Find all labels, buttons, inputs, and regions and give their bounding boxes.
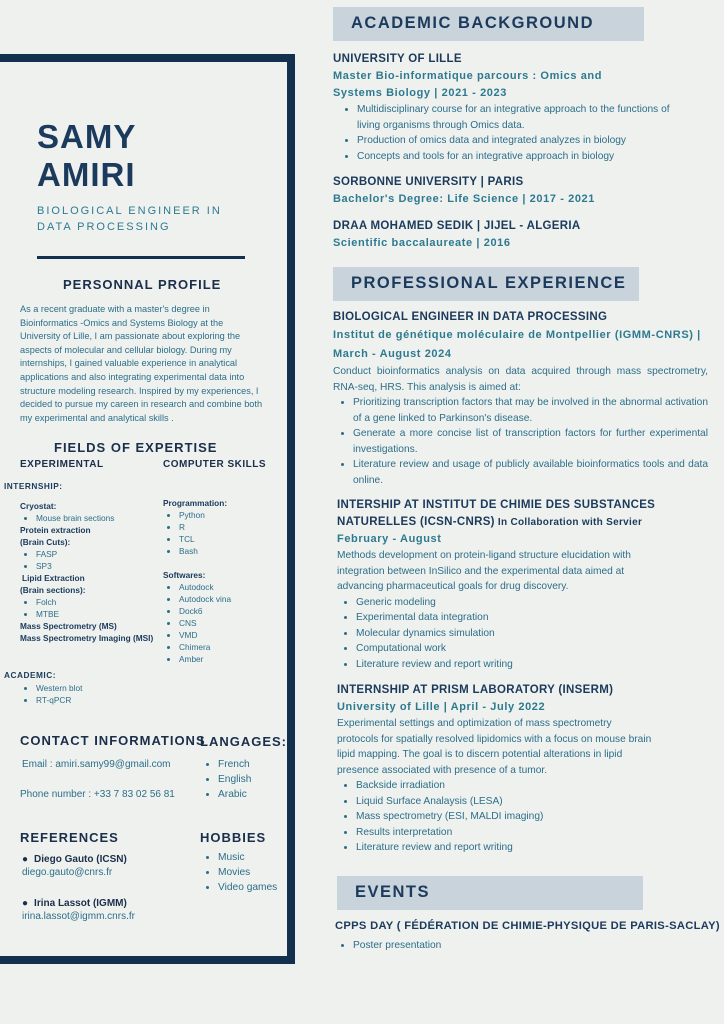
draa-name: DRAA MOHAMED SEDIK | JIJEL - ALGERIA (333, 220, 581, 232)
list-item: • VMD (179, 629, 283, 641)
job2-desc: Methods development on protein-ligand structure elucidation with integration between InSilico and the experimental data aimed at advancing pharmaceutical goals for drug discovery. (337, 550, 631, 592)
experience-job2 (337, 497, 667, 672)
list-item: • Generic modeling (356, 595, 667, 611)
list-item: • Dock6 (179, 605, 283, 617)
bullet-icon: ● (22, 854, 29, 865)
first-name: SAMY (37, 118, 137, 155)
software-items (163, 581, 283, 665)
job-title-line1: BIOLOGICAL ENGINEER IN (37, 205, 222, 217)
references-heading: REFERENCES (20, 830, 119, 845)
list-item: • Poster presentation (353, 938, 720, 954)
list-item: • Multidisciplinary course for an integrative approach to the functions of living organisms through Omics data. (357, 102, 673, 133)
lille-degree: Master Bio-informatique parcours : Omics and (333, 70, 603, 82)
lipid-items (20, 596, 160, 620)
cryostat-label: Cryostat: (20, 501, 57, 511)
job3-org: University of Lille | April - July 2022 (337, 701, 546, 713)
list-item: • Mass spectrometry (ESI, MALDI imaging) (356, 809, 652, 825)
profile-heading: PERSONNAL PROFILE (63, 277, 222, 292)
ms-label: Mass Spectrometry (MS) (20, 621, 117, 631)
lille-degree-2: Systems Biology | 2021 - 2023 (333, 87, 507, 99)
phone-text[interactable]: Phone number : +33 7 83 02 56 81 (20, 789, 175, 800)
expertise-heading: FIELDS OF EXPERTISE (54, 440, 218, 455)
list-item: • Backside irradiation (356, 778, 652, 794)
event1-items (335, 938, 720, 954)
reference-2 (22, 898, 135, 922)
list-item: • SP3 (36, 560, 160, 572)
job2-collab: In Collaboration with Servier (494, 517, 643, 528)
lille-items (333, 102, 673, 164)
experience-heading-bar (333, 267, 639, 301)
computer-skills-list (163, 497, 283, 665)
list-item: • Amber (179, 653, 283, 665)
list-item: • English (218, 772, 251, 787)
list-item: • Western blot (36, 682, 82, 694)
programming-label: Programmation: (163, 498, 228, 508)
last-name: AMIRI (37, 156, 136, 193)
list-item: • Autodock (179, 581, 283, 593)
list-item: • Music (218, 850, 277, 865)
job1-org: Institut de génétique moléculaire de Montpellier (IGMM-CNRS) | (333, 329, 701, 341)
protein-label: Protein extraction (20, 525, 91, 535)
profile-text: As a recent graduate with a master's degree in Bioinformatics -Omics and Systems Biology at the University of Lille, I am passionate about exploring the aspects of molecular and cellular biology. During my internships, I gained valuable experience in analytical applications and also integrating experimental data into structure modeling research. Inspired by my experiences, I decided to pursue my careen in research and combine both my experimental and analytical skills . (20, 304, 263, 423)
experience-heading: PROFESSIONAL EXPERIENCE (351, 274, 627, 292)
job2-title-2: NATURELLES (ICSN-CNRS) (337, 516, 495, 528)
job1-desc: Conduct bioinformatics analysis on data acquired through mass spectrometry, RNA-seq, HRS. This analysis is aimed at: (333, 366, 708, 393)
reference-name: Diego Gauto (ICSN) (34, 854, 127, 865)
bullet-icon: ● (22, 898, 29, 909)
job1-title: BIOLOGICAL ENGINEER IN DATA PROCESSING (333, 311, 608, 323)
list-item: • Mouse brain sections (36, 512, 160, 524)
experimental-list (20, 500, 160, 644)
list-item: • Bash (179, 545, 283, 557)
job1-items (333, 395, 708, 488)
internship-label: INTERNSHIP: (4, 481, 63, 491)
list-item: • Liquid Surface Analaysis (LESA) (356, 794, 652, 810)
list-item: • RT-qPCR (36, 694, 82, 706)
job2-title: INTERSHIP AT INSTITUT DE CHIMIE DES SUBSTANCES (337, 499, 656, 511)
hobbies-list (200, 850, 277, 895)
languages-heading: LANGAGES: (200, 734, 287, 749)
academic-label: ACADEMIC: (4, 670, 56, 680)
lipid-label: Lipid Extraction (22, 573, 85, 583)
lille-name: UNIVERSITY OF LILLE (333, 53, 462, 65)
software-label: Softwares: (163, 570, 206, 580)
events-heading: EVENTS (355, 883, 431, 901)
job2-date: February - August (337, 533, 442, 545)
list-item: • Python (179, 509, 283, 521)
list-item: • FASP (36, 548, 160, 560)
list-item: • R (179, 521, 283, 533)
hobbies-heading: HOBBIES (200, 830, 267, 845)
academic-heading-bar (333, 7, 644, 41)
protein-label-2: (Brain Cuts): (20, 537, 71, 547)
programming-items (163, 509, 283, 557)
list-item: • TCL (179, 533, 283, 545)
list-item: • Generate a more concise list of transcription factors for further experimental investigations. (353, 426, 708, 457)
experimental-heading: EXPERIMENTAL (20, 459, 104, 470)
job1-date: March - August 2024 (333, 348, 452, 360)
list-item: • Experimental data integration (356, 610, 667, 626)
reference-1 (22, 854, 127, 878)
list-item: • Prioritizing transcription factors that may be involved in the abnormal activation of a gene linked to Parkinson's disease. (353, 395, 708, 426)
list-item: • Literature review and report writing (356, 657, 667, 673)
protein-items (20, 548, 160, 572)
lipid-label-2: (Brain sections): (20, 585, 86, 595)
list-item: • Autodock vina (179, 593, 283, 605)
reference-email[interactable]: irina.lassot@igmm.cnrs.fr (22, 911, 135, 922)
job2-items (337, 595, 667, 673)
list-item: • Literature review and report writing (356, 840, 652, 856)
contact-heading: CONTACT INFORMATIONS (20, 733, 206, 748)
list-item: • Literature review and usage of publicly available bioinformatics tools and data online. (353, 457, 708, 488)
list-item: • Video games (218, 880, 277, 895)
list-item: • Computational work (356, 641, 667, 657)
events-section (335, 918, 720, 954)
academic-heading: ACADEMIC BACKGROUND (351, 14, 594, 32)
list-item: • Chimera (179, 641, 283, 653)
reference-email[interactable]: diego.gauto@cnrs.fr (22, 867, 113, 878)
sorbonne-name: SORBONNE UNIVERSITY | PARIS (333, 176, 524, 188)
list-item: • Results interpretation (356, 825, 652, 841)
job3-title: INTERNSHIP AT PRISM LABORATORY (INSERM) (337, 684, 614, 696)
job-title-line2: DATA PROCESSING (37, 221, 171, 233)
job3-items (337, 778, 652, 856)
languages-list (200, 757, 251, 802)
events-heading-bar (337, 876, 643, 910)
experience-job3 (337, 682, 652, 856)
job3-desc: Experimental settings and optimization of mass spectrometry protocols for spatially resolved lipidomics with a focus on mouse brain lipid mapping. The goal is to discern potential alterations in lipid presence associated with presence of a tumor. (337, 718, 652, 776)
list-item: • Production of omics data and integrated analyzes in biology (357, 133, 673, 149)
list-item: • Movies (218, 865, 277, 880)
academic-section (333, 51, 673, 252)
divider (37, 256, 245, 259)
computer-skills-heading: COMPUTER SKILLS (163, 459, 267, 470)
event1-title: CPPS DAY ( FÉDÉRATION DE CHIMIE-PHYSIQUE DE PARIS-SACLAY) (335, 920, 720, 932)
list-item: • MTBE (36, 608, 160, 620)
list-item: • Arabic (218, 787, 251, 802)
email-text[interactable]: Email : amiri.samy99@gmail.com (22, 759, 171, 770)
msi-label: Mass Spectrometry Imaging (MSI) (20, 633, 154, 643)
sorbonne-degree: Bachelor's Degree: Life Science | 2017 - 2021 (333, 193, 595, 205)
reference-name: Irina Lassot (IGMM) (34, 898, 127, 909)
experience-job1 (333, 309, 708, 488)
list-item: • French (218, 757, 251, 772)
draa-degree: Scientific baccalaureate | 2016 (333, 237, 511, 249)
list-item: • CNS (179, 617, 283, 629)
cryostat-items (20, 512, 160, 524)
list-item: • Molecular dynamics simulation (356, 626, 667, 642)
list-item: • Concepts and tools for an integrative approach in biology (357, 149, 673, 165)
list-item: • Folch (36, 596, 160, 608)
academic-skills-list (20, 682, 82, 706)
